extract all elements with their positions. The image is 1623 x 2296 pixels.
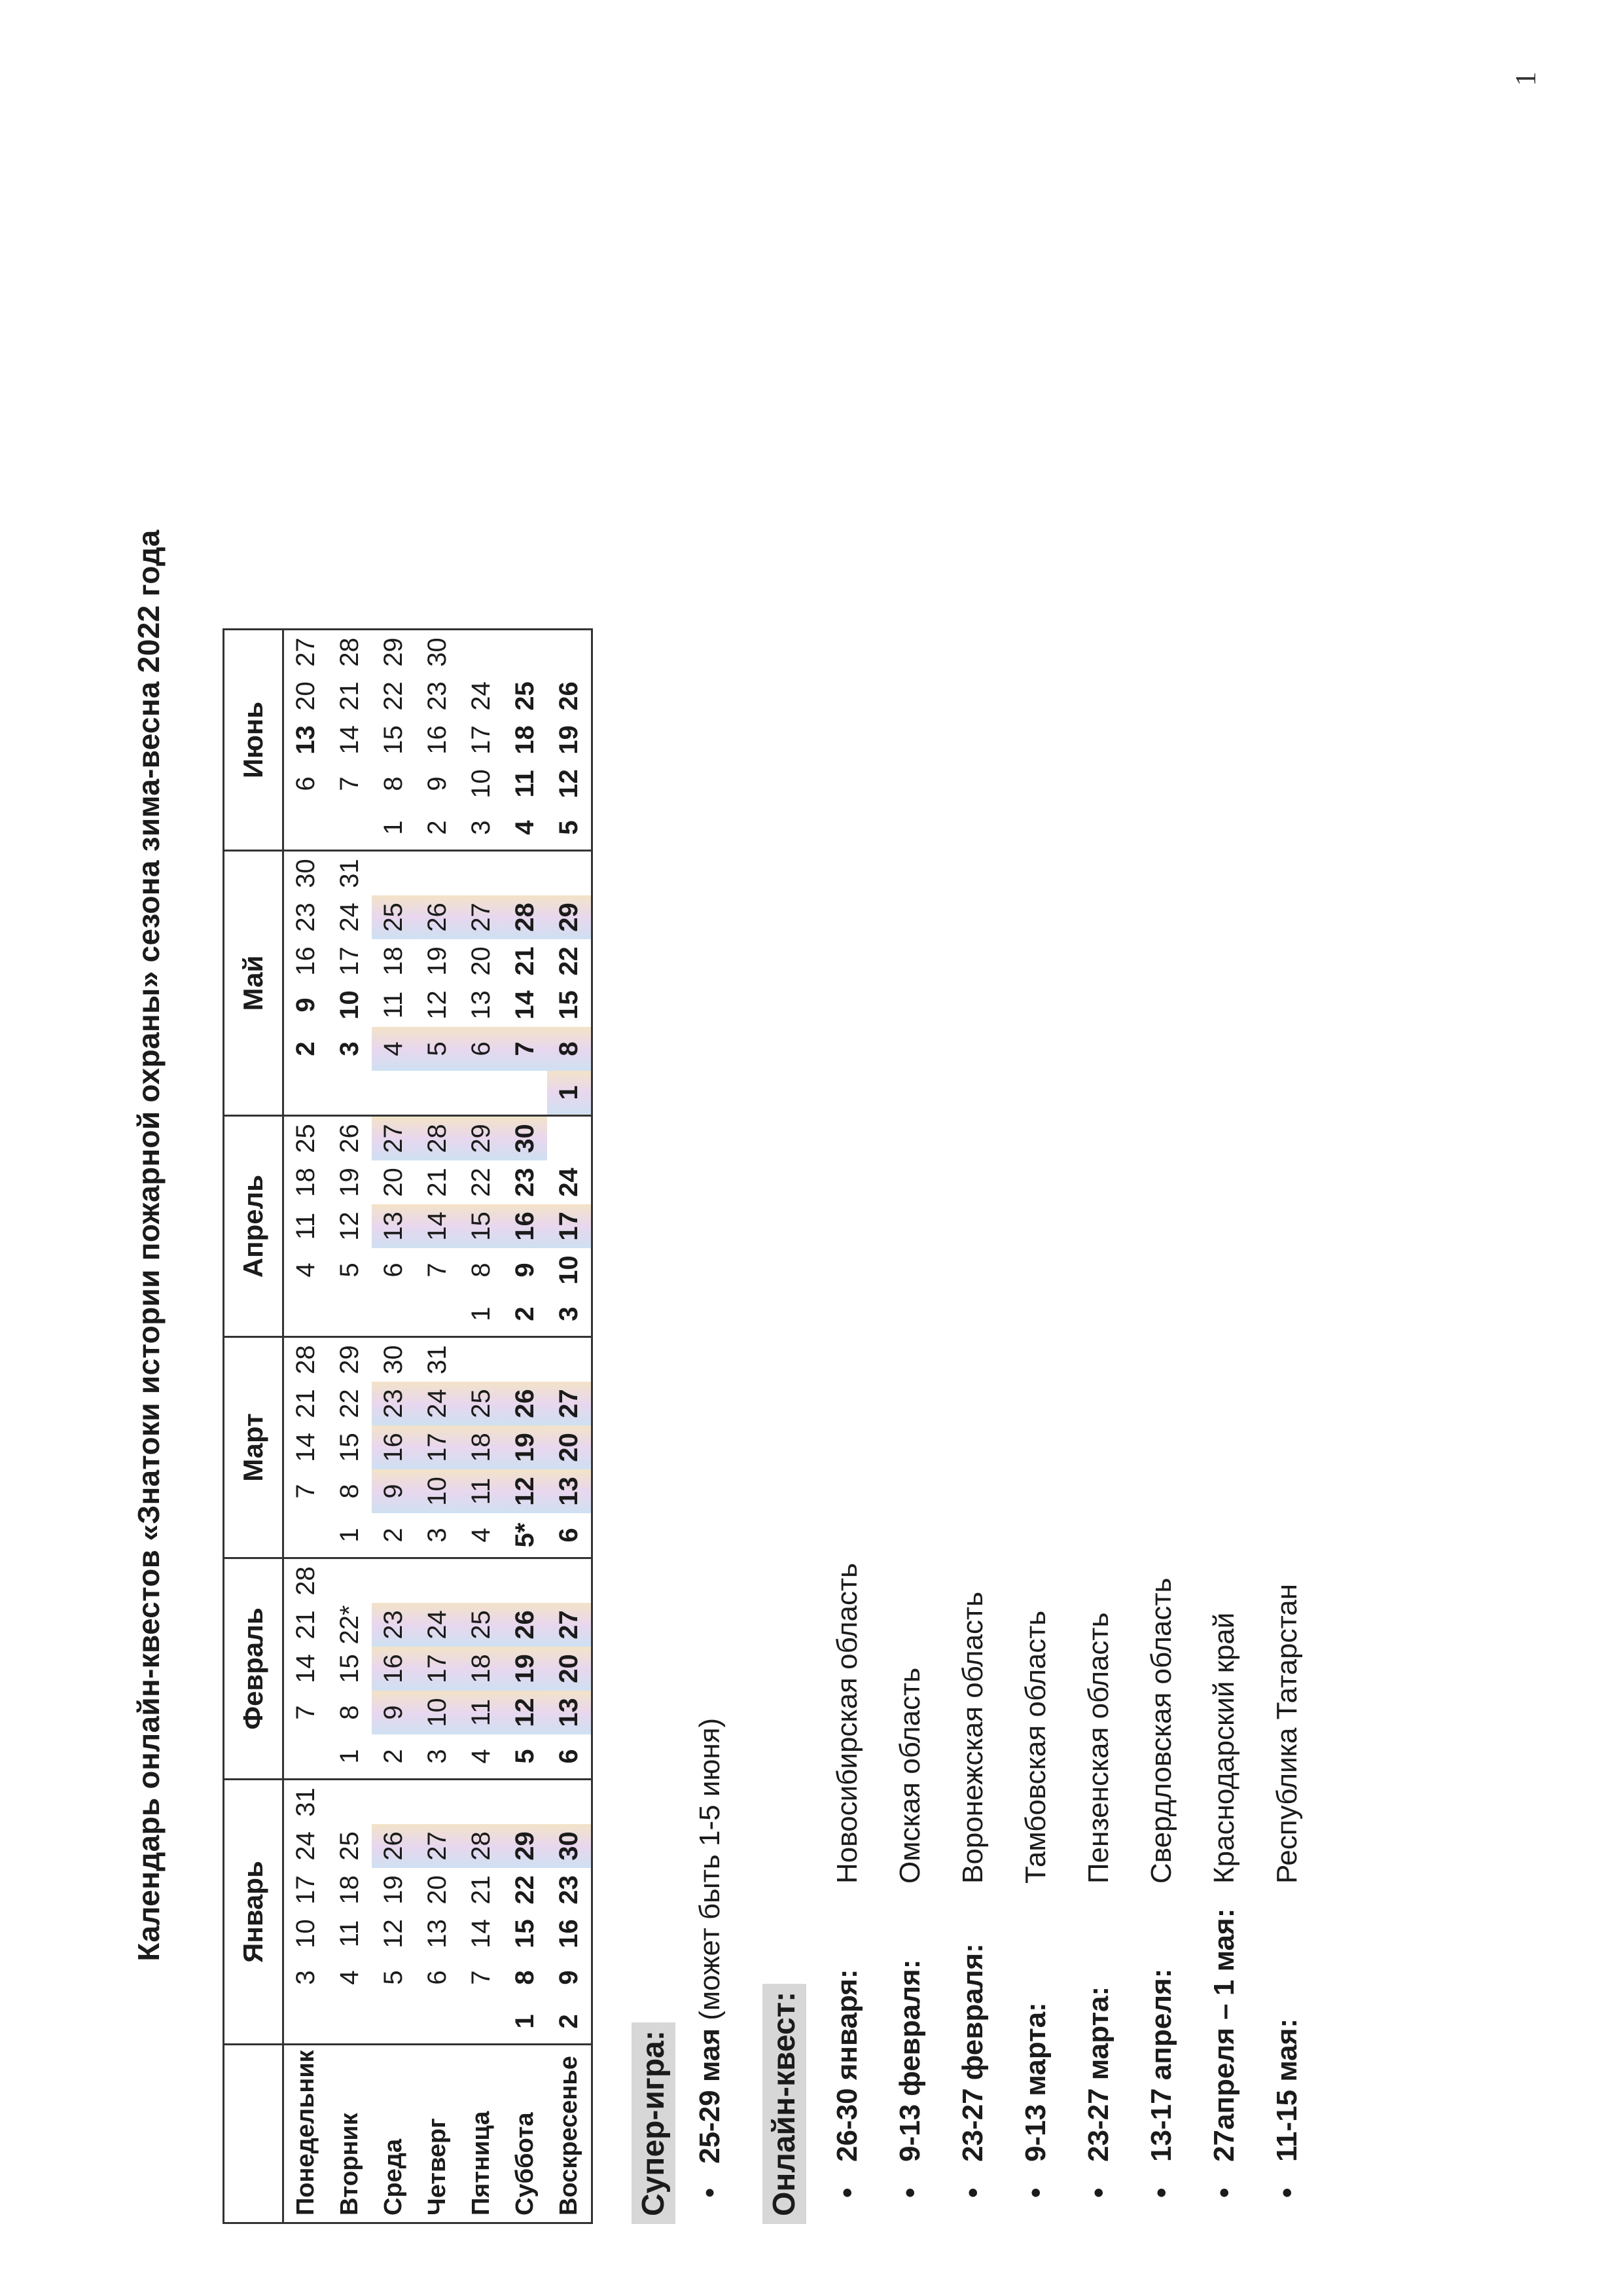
weekday-label: Суббота	[503, 2045, 547, 2223]
calendar-date-cell	[328, 1558, 372, 1604]
calendar-date-cell: 7	[423, 1263, 452, 1278]
calendar-date-cell: 21	[510, 946, 539, 976]
calendar-date-cell: 29	[372, 630, 416, 675]
calendar-date-cell: 12	[423, 990, 452, 1020]
calendar-date-cell: 7	[335, 776, 364, 791]
calendar-date-cell: 11	[459, 1691, 503, 1734]
calendar-date-cell: 23	[291, 903, 320, 932]
calendar-date-cell: 10	[547, 1248, 592, 1292]
calendar-date-cell	[459, 2000, 503, 2045]
calendar-date-cell: 3	[416, 1734, 459, 1780]
calendar-date-cell: 3	[335, 1041, 364, 1056]
calendar-row	[416, 630, 459, 2223]
calendar-date-cell: 26	[416, 895, 459, 939]
calendar-date-cell: 29	[547, 895, 592, 939]
calendar-date-cell: 26	[547, 674, 592, 718]
calendar-date-cell: 18	[291, 1168, 320, 1197]
calendar-date-cell: 29	[459, 1116, 503, 1161]
online-quest-label: Онлайн-квест:	[762, 1984, 806, 2224]
bullet-icon: •	[1208, 2187, 1240, 2198]
calendar-date-cell: 23	[510, 1168, 539, 1197]
calendar-row	[328, 630, 372, 2223]
bullet-icon: •	[1271, 2187, 1303, 2198]
calendar-date-cell: 15	[335, 1654, 364, 1683]
calendar-date-cell: 2	[372, 1513, 416, 1558]
calendar-date-cell	[503, 630, 547, 675]
quest-date: 13-17 апреля:	[1145, 1968, 1177, 2162]
calendar-date-cell: 28	[503, 895, 547, 939]
calendar-date-cell	[283, 1734, 329, 1780]
quest-region: Республика Татарстан	[1271, 1583, 1303, 1884]
quest-region: Пензенская область	[1082, 1612, 1115, 1884]
calendar-date-cell: 22	[379, 681, 408, 711]
calendar-date-cell	[283, 1071, 329, 1116]
calendar-date-cell: 11	[510, 770, 539, 798]
calendar-date-cell: 23	[372, 1382, 416, 1426]
calendar-date-cell	[459, 1780, 503, 1825]
calendar-date-cell: 23	[547, 1868, 592, 1912]
calendar-date-cell: 13	[372, 1204, 416, 1248]
calendar-date-cell: 3	[547, 1292, 592, 1337]
calendar-date-cell: 9	[423, 776, 452, 791]
calendar-date-cell: 13	[291, 725, 320, 755]
quest-date: 26-30 января:	[831, 1969, 863, 2162]
calendar-table	[223, 628, 593, 2224]
calendar-date-cell: 21	[423, 1168, 452, 1197]
month-header-0: Январь	[224, 1780, 283, 2045]
super-game-label: Супер-игра:	[632, 2022, 675, 2224]
super-game-date: 25-29 мая	[694, 2028, 726, 2164]
calendar-row	[503, 630, 547, 2223]
calendar-date-cell: 6	[291, 776, 320, 791]
bullet-icon: •	[957, 2187, 989, 2198]
calendar-date-cell	[372, 1292, 416, 1337]
calendar-date-cell: 11	[379, 991, 408, 1019]
calendar-date-cell: 5	[416, 1027, 459, 1071]
bullet-icon: •	[1082, 2187, 1115, 2198]
calendar-date-cell	[503, 851, 547, 896]
calendar-date-cell: 15	[379, 725, 408, 755]
calendar-date-cell	[372, 1071, 416, 1116]
calendar-date-cell: 2	[416, 806, 459, 851]
calendar-date-cell: 8	[335, 1705, 364, 1720]
calendar-date-cell: 21	[335, 681, 364, 711]
calendar-date-cell: 8	[467, 1263, 495, 1278]
calendar-date-cell: 11	[291, 1212, 320, 1240]
calendar-date-cell: 20	[467, 946, 495, 976]
calendar-date-cell: 16	[372, 1647, 416, 1691]
calendar-date-cell: 15	[459, 1204, 503, 1248]
calendar-date-cell: 22	[510, 1875, 539, 1905]
quest-region: Свердловская область	[1145, 1577, 1177, 1884]
calendar-date-cell: 31	[423, 1345, 452, 1374]
calendar-date-cell: 10	[291, 1919, 320, 1948]
calendar-date-cell: 17	[416, 1426, 459, 1469]
calendar-date-cell: 17	[416, 1647, 459, 1691]
calendar-date-cell: 7	[503, 1027, 547, 1071]
calendar-date-cell	[283, 2000, 329, 2045]
calendar-date-cell: 26	[503, 1603, 547, 1647]
quest-date: 9-13 марта:	[1020, 2002, 1052, 2162]
calendar-date-cell: 28	[416, 1116, 459, 1161]
weekday-label: Пятница	[459, 2045, 503, 2223]
calendar-date-cell: 25	[459, 1603, 503, 1647]
calendar-date-cell: 6	[547, 1513, 592, 1558]
calendar-date-cell: 1	[459, 1292, 503, 1337]
calendar-date-cell: 30	[503, 1116, 547, 1161]
calendar-date-cell: 1	[372, 806, 416, 851]
calendar-date-cell: 24	[291, 1831, 320, 1861]
calendar-date-cell: 19	[379, 1875, 408, 1905]
calendar-date-cell: 25	[372, 895, 416, 939]
calendar-date-cell: 5	[547, 806, 592, 851]
calendar-date-cell: 13	[547, 1691, 592, 1734]
calendar-date-cell: 2	[503, 1292, 547, 1337]
calendar-date-cell: 17	[291, 1875, 320, 1905]
calendar-date-cell: 5*	[503, 1513, 547, 1558]
calendar-date-cell	[503, 1780, 547, 1825]
calendar-date-cell	[328, 1071, 372, 1116]
calendar-date-cell: 19	[547, 718, 592, 762]
calendar-date-cell: 27	[283, 630, 329, 675]
calendar-date-cell: 9	[547, 1956, 592, 2000]
calendar-date-cell: 25	[510, 681, 539, 711]
calendar-date-cell: 8	[510, 1970, 539, 1985]
month-header-1: Февраль	[224, 1558, 283, 1780]
weekday-label: Понедельник	[283, 2045, 329, 2223]
calendar-date-cell: 21	[467, 1875, 495, 1905]
calendar-date-cell: 19	[335, 1168, 364, 1197]
calendar-date-cell	[416, 2000, 459, 2045]
bullet-icon: •	[1020, 2187, 1052, 2198]
calendar-date-cell: 6	[547, 1734, 592, 1780]
calendar-date-cell: 22*	[335, 1605, 364, 1645]
page-title: Календарь онлайн-квестов «Знатоки истории пожарной охраны» сезона зима-весна 2022 года	[132, 529, 166, 1962]
calendar-date-cell: 8	[335, 1484, 364, 1499]
calendar-date-cell: 14	[510, 990, 539, 1020]
calendar-date-cell	[416, 1780, 459, 1825]
calendar-date-cell: 14	[335, 725, 364, 755]
calendar-date-cell: 14	[467, 1919, 495, 1948]
calendar-date-cell: 15	[547, 983, 592, 1027]
calendar-date-cell	[547, 851, 592, 896]
calendar-date-cell: 16	[372, 1426, 416, 1469]
calendar-date-cell: 2	[291, 1041, 320, 1056]
calendar-row	[547, 630, 592, 2223]
calendar-date-cell: 4	[291, 1263, 320, 1278]
calendar-date-cell: 17	[467, 725, 495, 755]
month-header-5: Июнь	[224, 630, 283, 851]
calendar-date-cell: 1	[328, 1734, 372, 1780]
calendar-date-cell: 1	[547, 1071, 592, 1116]
calendar-date-cell	[283, 806, 329, 851]
calendar-date-cell: 26	[335, 1124, 364, 1153]
calendar-date-cell: 20	[547, 1647, 592, 1691]
calendar-date-cell: 5	[379, 1970, 408, 1985]
calendar-date-cell	[372, 2000, 416, 2045]
calendar-date-cell: 3	[459, 806, 503, 851]
calendar-date-cell: 25	[335, 1831, 364, 1861]
calendar-date-cell: 31	[335, 859, 364, 888]
calendar-date-cell: 16	[423, 725, 452, 755]
calendar-date-cell	[283, 1513, 329, 1558]
calendar-date-cell	[503, 1558, 547, 1604]
calendar-date-cell	[459, 851, 503, 896]
calendar-date-cell: 4	[459, 1734, 503, 1780]
calendar-date-cell: 1	[328, 1513, 372, 1558]
calendar-date-cell: 9	[291, 997, 320, 1013]
calendar-date-cell	[459, 630, 503, 675]
calendar-date-cell: 27	[547, 1382, 592, 1426]
calendar-date-cell: 6	[423, 1970, 452, 1985]
calendar-date-cell	[372, 1558, 416, 1604]
calendar-date-cell: 28	[459, 1824, 503, 1868]
calendar-date-cell: 25	[459, 1382, 503, 1426]
calendar-date-cell: 6	[459, 1027, 503, 1071]
calendar-date-cell: 10	[416, 1469, 459, 1513]
calendar-date-cell: 21	[291, 1389, 320, 1418]
calendar-date-cell: 3	[291, 1970, 320, 1985]
bullet-icon: •	[894, 2187, 926, 2198]
calendar-date-cell: 3	[416, 1513, 459, 1558]
month-header-4: Май	[224, 851, 283, 1116]
calendar-date-cell: 18	[459, 1426, 503, 1469]
calendar-date-cell: 10	[416, 1691, 459, 1734]
calendar-date-cell: 9	[510, 1263, 539, 1278]
calendar-date-cell: 7	[291, 1705, 320, 1720]
calendar-date-cell	[372, 1780, 416, 1825]
calendar-date-cell: 18	[379, 946, 408, 976]
calendar-date-cell: 24	[467, 681, 495, 711]
calendar-date-cell: 23	[423, 681, 452, 711]
header-corner	[224, 2045, 283, 2223]
calendar-date-cell: 21	[291, 1610, 320, 1640]
calendar-date-cell: 20	[379, 1168, 408, 1197]
quest-region: Краснодарский край	[1208, 1612, 1240, 1884]
quest-date: 23-27 марта:	[1082, 1986, 1115, 2162]
calendar-date-cell: 23	[372, 1603, 416, 1647]
calendar-date-cell: 2	[372, 1734, 416, 1780]
calendar-date-cell: 6	[379, 1263, 408, 1278]
calendar-date-cell	[503, 1337, 547, 1382]
calendar-date-cell: 15	[510, 1919, 539, 1948]
page-content	[0, 117, 1558, 2296]
bullet-icon: •	[1145, 2187, 1177, 2198]
calendar-date-cell: 26	[372, 1824, 416, 1868]
calendar-date-cell: 26	[503, 1382, 547, 1426]
calendar-date-cell	[547, 1780, 592, 1825]
calendar-date-cell: 20	[547, 1426, 592, 1469]
calendar-date-cell: 13	[423, 1919, 452, 1948]
calendar-date-cell: 9	[372, 1691, 416, 1734]
calendar-date-cell	[459, 1071, 503, 1116]
quest-date: 23-27 февраля:	[957, 1943, 989, 2162]
calendar-date-cell: 15	[335, 1433, 364, 1462]
calendar-date-cell: 13	[547, 1469, 592, 1513]
calendar-date-cell: 14	[291, 1433, 320, 1462]
weekday-label: Вторник	[328, 2045, 372, 2223]
calendar-date-cell	[416, 1558, 459, 1604]
calendar-date-cell: 4	[372, 1027, 416, 1071]
calendar-date-cell: 4	[503, 806, 547, 851]
calendar-date-cell: 11	[459, 1469, 503, 1513]
calendar-date-cell: 18	[335, 1875, 364, 1905]
calendar-date-cell: 19	[423, 946, 452, 976]
calendar-date-cell: 22	[335, 1389, 364, 1418]
weekday-label: Среда	[372, 2045, 416, 2223]
quest-date: 9-13 февраля:	[894, 1959, 926, 2162]
weekday-label: Четверг	[416, 2045, 459, 2223]
calendar-date-cell	[416, 1071, 459, 1116]
calendar-row	[459, 630, 503, 2223]
month-header-3: Апрель	[224, 1116, 283, 1337]
calendar-date-cell: 9	[372, 1469, 416, 1513]
calendar-date-cell: 20	[291, 681, 320, 711]
calendar-date-cell: 10	[335, 990, 364, 1020]
calendar-date-cell: 30	[291, 859, 320, 888]
calendar-date-cell	[328, 2000, 372, 2045]
calendar-date-cell: 27	[416, 1824, 459, 1868]
calendar-date-cell	[328, 1292, 372, 1337]
calendar-date-cell: 12	[547, 762, 592, 806]
calendar-date-cell: 27	[372, 1116, 416, 1161]
bullet-icon: •	[694, 2187, 726, 2198]
calendar-date-cell: 17	[335, 946, 364, 976]
calendar-date-cell: 14	[291, 1654, 320, 1683]
calendar-date-cell: 1	[503, 2000, 547, 2045]
calendar-date-cell: 24	[547, 1160, 592, 1204]
quest-region: Омская область	[894, 1667, 926, 1884]
calendar-date-cell	[547, 1558, 592, 1604]
calendar-date-cell: 19	[503, 1426, 547, 1469]
quest-date: 11-15 мая:	[1271, 2018, 1303, 2162]
quest-date: 27апреля – 1 мая:	[1208, 1908, 1240, 2162]
calendar-date-cell: 5	[503, 1734, 547, 1780]
calendar-date-cell: 18	[510, 725, 539, 755]
calendar-date-cell: 16	[291, 946, 320, 976]
calendar-date-cell: 12	[379, 1919, 408, 1948]
calendar-date-cell: 14	[416, 1204, 459, 1248]
calendar-date-cell	[459, 1337, 503, 1382]
bullet-icon: •	[831, 2187, 863, 2198]
calendar-date-cell: 25	[291, 1124, 320, 1153]
quest-region: Воронежская область	[957, 1591, 989, 1884]
calendar-date-cell	[372, 851, 416, 896]
calendar-date-cell: 30	[379, 1345, 408, 1374]
calendar-date-cell: 12	[335, 1211, 364, 1241]
calendar-date-cell: 28	[291, 1566, 320, 1596]
month-header-2: Март	[224, 1337, 283, 1558]
calendar-date-cell: 24	[335, 903, 364, 932]
calendar-date-cell: 30	[416, 630, 459, 675]
calendar-date-cell: 22	[547, 939, 592, 983]
calendar-date-cell	[503, 1071, 547, 1116]
weekday-label: Воскресенье	[547, 2045, 592, 2223]
calendar-date-cell: 13	[467, 990, 495, 1020]
calendar-date-cell	[416, 851, 459, 896]
calendar-date-cell: 5	[335, 1263, 364, 1278]
quest-region: Тамбовская область	[1020, 1610, 1052, 1884]
calendar-date-cell	[416, 1292, 459, 1337]
calendar-date-cell: 4	[335, 1970, 364, 1985]
calendar-date-cell: 10	[467, 769, 495, 798]
calendar-date-cell: 28	[291, 1345, 320, 1374]
calendar-date-cell: 17	[547, 1204, 592, 1248]
calendar-date-cell	[283, 1292, 329, 1337]
calendar-date-cell: 30	[547, 1824, 592, 1868]
calendar-date-cell: 29	[335, 1345, 364, 1374]
super-game-item	[694, 1718, 726, 2198]
calendar-date-cell: 12	[503, 1691, 547, 1734]
calendar-date-cell: 8	[379, 776, 408, 791]
calendar-date-cell: 20	[423, 1875, 452, 1905]
calendar-date-cell: 22	[467, 1168, 495, 1197]
calendar-date-cell: 27	[547, 1603, 592, 1647]
super-game-note: (может быть 1-5 июня)	[694, 1717, 726, 2020]
calendar-date-cell	[328, 1780, 372, 1825]
calendar-row	[283, 630, 329, 2223]
calendar-date-cell	[547, 1116, 592, 1161]
calendar-date-cell: 2	[547, 2000, 592, 2045]
calendar-date-cell: 19	[503, 1647, 547, 1691]
calendar-date-cell: 18	[459, 1647, 503, 1691]
calendar-date-cell: 16	[503, 1204, 547, 1248]
calendar-date-cell: 31	[291, 1787, 320, 1817]
calendar-date-cell: 11	[335, 1920, 364, 1948]
calendar-date-cell	[547, 1337, 592, 1382]
page-number: 1	[1509, 71, 1542, 86]
calendar-date-cell: 8	[547, 1027, 592, 1071]
calendar-date-cell: 24	[416, 1603, 459, 1647]
calendar-date-cell: 16	[547, 1912, 592, 1956]
calendar-date-cell	[328, 806, 372, 851]
calendar-date-cell: 28	[328, 630, 372, 675]
calendar-date-cell: 7	[467, 1970, 495, 1985]
calendar-date-cell	[459, 1558, 503, 1604]
calendar-date-cell: 4	[459, 1513, 503, 1558]
calendar-row	[372, 630, 416, 2223]
quest-region: Новосибирская область	[831, 1562, 863, 1884]
calendar-date-cell: 27	[459, 895, 503, 939]
calendar-date-cell	[547, 630, 592, 675]
calendar-date-cell: 24	[416, 1382, 459, 1426]
calendar-date-cell: 12	[503, 1469, 547, 1513]
calendar-date-cell: 7	[291, 1484, 320, 1499]
calendar-date-cell: 29	[503, 1824, 547, 1868]
